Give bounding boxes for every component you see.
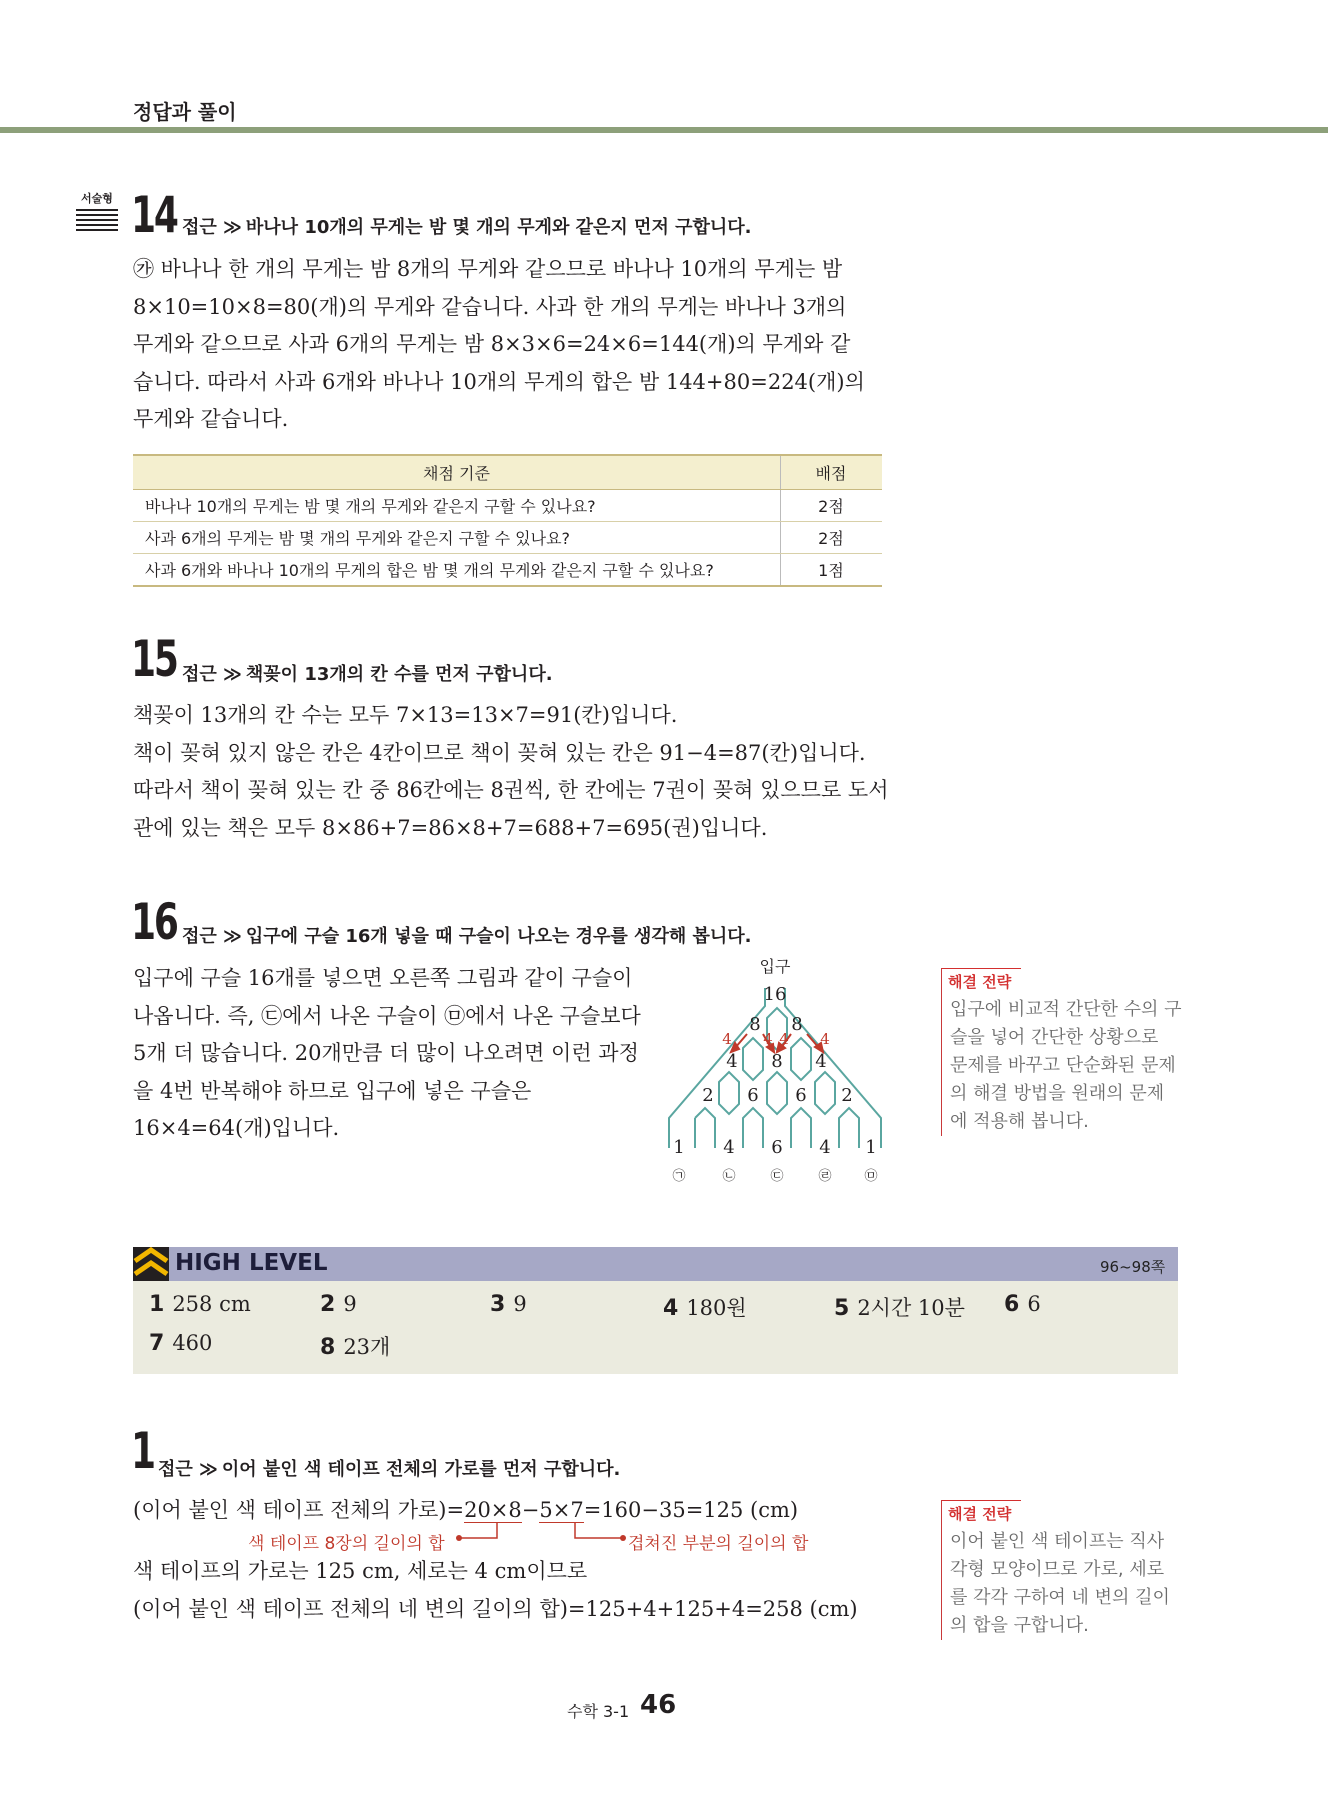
page-header-title: 정답과 풀이 [133,100,237,124]
hl1-lines [133,1553,858,1628]
essay-badge-lines [76,209,118,231]
strategy-title: 해결 전략 [942,968,1021,993]
solution-14 [133,251,865,439]
solution-line: 16×4=64(개)입니다. [133,1116,340,1140]
problem-number-15: 15 [131,630,177,688]
annotation-connectors [455,1520,645,1552]
high-level-chevron-icon [133,1247,169,1281]
note-total-length: 색 테이프 8장의 길이의 합 [248,1534,445,1554]
solution-line: 색 테이프의 가로는 125 cm, 세로는 4 cm이므로 [133,1559,588,1583]
diagram-entrance-label: 입구 [759,958,791,976]
diagram-value: 8 [749,1014,761,1035]
strategy-box-hl1 [941,1500,1170,1640]
answer-item [490,1292,527,1317]
table-cell-points: 2점 [781,490,883,522]
answer-number: 3 [490,1292,506,1317]
answer-number: 4 [663,1296,679,1321]
answer-number: 5 [834,1296,850,1321]
approach-hl1 [158,1455,620,1481]
strategy-line: 의 해결 방법을 원래의 문제 [950,1083,1165,1104]
answer-item [1004,1292,1041,1317]
header-divider [0,127,1328,133]
answer-value: 258 cm [172,1292,251,1316]
marble-path-diagram [655,958,895,1190]
table-row [133,522,882,554]
solution-line: (이어 붙인 색 테이프 전체의 네 변의 길이의 합)=125+4+125+4=258 (cm) [133,1596,858,1621]
page-number: 46 [640,1690,677,1720]
answer-number: 1 [149,1292,165,1317]
strategy-line: 에 적용해 봅니다. [950,1111,1089,1132]
approach-14 [182,213,752,239]
answer-item [149,1331,212,1356]
solution-line: 따라서 책이 꽂혀 있는 칸 중 86칸에는 8권씩, 한 칸에는 7권이 꽂혀 있으므로 도서 [133,778,889,802]
table-row [133,490,882,522]
diagram-red-value: 4 [722,1030,732,1048]
diagram-outlet-label: ㉠ [672,1169,686,1184]
solution-16 [133,960,641,1148]
table-row [133,554,882,587]
diagram-value: 1 [673,1137,685,1158]
table-header-points: 배점 [781,455,883,490]
formula-minus: − [521,1498,540,1522]
strategy-title: 해결 전략 [942,1500,1021,1525]
problem-number-16: 16 [131,893,177,951]
solution-line: 무게와 같습니다. [133,407,289,431]
formula-part-a: 20×8 [464,1498,522,1522]
strategy-line: 슬을 넣어 간단한 상황으로 [950,1027,1159,1048]
approach-text-14: 바나나 10개의 무게는 밤 몇 개의 무게와 같은지 먼저 구합니다. [245,217,752,238]
hl-problem-number-1: 1 [131,1422,154,1480]
diagram-value: 2 [702,1085,714,1106]
approach-label: 접근 ≫ [182,217,242,238]
solution-line: 8×10=10×8=80(개)의 무게와 같습니다. 사과 한 개의 무게는 바나나 3개의 [133,294,847,319]
answer-item [320,1331,390,1361]
approach-label: 접근 ≫ [158,1459,218,1480]
solution-line: 책이 꽂혀 있지 않은 칸은 4칸이므로 책이 꽂혀 있는 칸은 91−4=87(칸)입니다. [133,740,866,765]
answer-value: 460 [172,1331,213,1355]
diagram-top-value: 16 [763,984,787,1005]
answer-item [149,1292,251,1317]
table-cell-points: 1점 [781,554,883,587]
diagram-value: 6 [795,1085,807,1106]
solution-line: ㉮ 바나나 한 개의 무게는 밤 8개의 무게와 같으므로 바나나 10개의 무게는 밤 [133,257,843,281]
answer-number: 2 [320,1292,336,1317]
solution-line: 5개 더 많습니다. 20개만큼 더 많이 나오려면 이런 과정 [133,1041,639,1065]
diagram-red-value: 4 [779,1030,789,1048]
essay-badge [76,190,118,231]
answer-number: 7 [149,1331,165,1356]
diagram-outlet-label: ㉡ [722,1169,736,1184]
solution-line: 나옵니다. 즉, ㉢에서 나온 구슬이 ㉤에서 나온 구슬보다 [133,1003,641,1028]
diagram-value: 4 [815,1051,827,1072]
solution-line: 책꽂이 13개의 칸 수는 모두 7×13=13×7=91(칸)입니다. [133,703,678,727]
diagram-value: 4 [819,1137,831,1158]
footer-subject: 수학 3-1 [567,1702,630,1721]
table-header-row [133,455,882,490]
approach-label: 접근 ≫ [182,926,242,947]
table-cell-criteria: 바나나 10개의 무게는 밤 몇 개의 무게와 같은지 구할 수 있나요? [133,490,781,522]
answer-value: 9 [513,1292,527,1316]
diagram-outlet-label: ㉤ [864,1169,878,1184]
note-overlap-length: 겹쳐진 부분의 길이의 합 [628,1534,809,1554]
answer-value: 23개 [343,1335,391,1359]
formula-prefix: (이어 붙인 색 테이프 전체의 가로)= [133,1498,465,1522]
approach-text-16: 입구에 구슬 16개 넣을 때 구슬이 나오는 경우를 생각해 봅니다. [245,926,752,947]
table-cell-criteria: 사과 6개의 무게는 밤 몇 개의 무게와 같은지 구할 수 있나요? [133,522,781,554]
diagram-value: 4 [723,1137,735,1158]
strategy-line: 이어 붙인 색 테이프는 직사 [950,1531,1165,1552]
high-level-title: HIGH LEVEL [175,1250,328,1276]
diagram-value: 8 [771,1051,783,1072]
strategy-line: 문제를 바꾸고 단순화된 문제 [950,1055,1176,1076]
answer-value: 180원 [686,1296,747,1320]
strategy-line: 각형 모양이므로 가로, 세로 [950,1559,1165,1580]
answer-item [834,1292,965,1322]
problem-number-14: 14 [131,186,177,244]
diagram-value: 4 [726,1051,738,1072]
essay-badge-label: 서술형 [81,192,113,205]
diagram-outlet-label: ㉣ [818,1169,832,1184]
table-cell-points: 2점 [781,522,883,554]
diagram-value: 6 [747,1085,759,1106]
answer-value: 2시간 10분 [857,1296,965,1320]
solution-line: 습니다. 따라서 사과 6개와 바나나 10개의 무게의 합은 밤 144+80=224(개)의 [133,369,865,394]
approach-text-15: 책꽂이 13개의 칸 수를 먼저 구합니다. [245,664,553,685]
high-level-answers [133,1281,1178,1374]
approach-label: 접근 ≫ [182,664,242,685]
diagram-outlet-label: ㉢ [770,1169,784,1184]
answer-value: 9 [343,1292,357,1316]
answer-value: 6 [1027,1292,1041,1316]
strategy-line: 를 각각 구하여 네 변의 길이 [950,1587,1170,1608]
strategy-line: 입구에 비교적 간단한 수의 구 [950,999,1182,1020]
diagram-value: 8 [791,1014,803,1035]
solution-line: 을 4번 반복해야 하므로 입구에 넣은 구슬은 [133,1078,532,1103]
diagram-value: 2 [841,1085,853,1106]
diagram-value: 6 [771,1137,783,1158]
table-cell-criteria: 사과 6개와 바나나 10개의 무게의 합은 밤 몇 개의 무게와 같은지 구할 수 있나요? [133,554,781,587]
solution-line: 입구에 구슬 16개를 넣으면 오른쪽 그림과 같이 구슬이 [133,966,633,990]
formula-suffix: =160−35=125 (cm) [583,1498,799,1522]
formula-part-b: 5×7 [539,1498,584,1522]
diagram-value: 1 [865,1137,877,1158]
solution-line: 관에 있는 책은 모두 8×86+7=86×8+7=688+7=695(권)입니다. [133,815,768,840]
answer-number: 8 [320,1335,336,1360]
answer-item [663,1292,747,1322]
solution-15 [133,697,888,847]
answer-item [320,1292,357,1317]
diagram-red-value: 4 [820,1030,830,1048]
table-header-criteria: 채점 기준 [133,455,781,490]
high-level-pages: 96~98쪽 [1100,1258,1166,1276]
strategy-line: 의 합을 구합니다. [950,1615,1089,1636]
answer-number: 6 [1004,1292,1020,1317]
approach-16 [182,922,752,948]
approach-text-hl1: 이어 붙인 색 테이프 전체의 가로를 먼저 구합니다. [221,1459,621,1480]
scoring-table [133,454,882,587]
solution-line: 무게와 같으므로 사과 6개의 무게는 밤 8×3×6=24×6=144(개)의 무게와 같 [133,332,851,356]
diagram-red-value: 4 [763,1030,773,1048]
strategy-box-16 [941,968,1182,1136]
approach-15 [182,660,553,686]
